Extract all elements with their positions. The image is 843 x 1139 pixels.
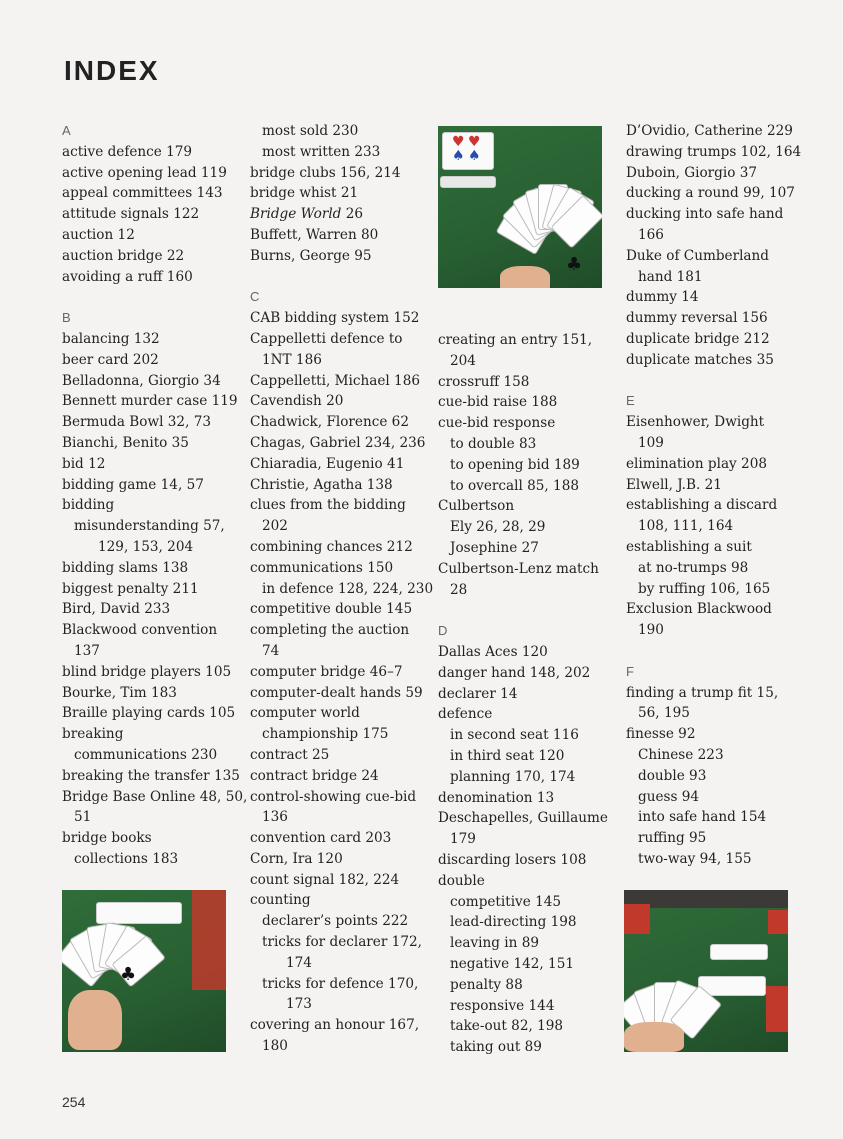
index-entry: cue-bid raise 188 xyxy=(438,394,558,411)
index-subentry: lead-directing 198 xyxy=(450,914,577,931)
index-entry-continuation: 56, 195 xyxy=(638,705,690,722)
index-entry: dummy 14 xyxy=(626,289,699,306)
index-entry: Burns, George 95 xyxy=(250,247,372,264)
index-entry-continuation: 136 xyxy=(262,809,288,826)
index-column-4 xyxy=(626,121,806,870)
index-entry: Exclusion Blackwood xyxy=(626,601,772,618)
index-entry: denomination 13 xyxy=(438,789,555,806)
index-entry-continuation: 173 xyxy=(286,996,312,1013)
index-entry: breaking xyxy=(62,726,124,743)
index-entry: CAB bidding system 152 xyxy=(250,310,420,327)
section-gap xyxy=(438,600,618,621)
index-entry-continuation: 180 xyxy=(262,1038,288,1055)
index-subentry: guess 94 xyxy=(638,788,700,805)
index-subentry: taking out 89 xyxy=(450,1039,542,1056)
index-entry: communications 150 xyxy=(250,559,394,576)
index-entry xyxy=(250,204,430,225)
index-entry: Duboin, Giorgio 37 xyxy=(626,164,758,181)
index-entry: Buffett, Warren 80 xyxy=(250,226,379,243)
index-entry: Bennett murder case 119 xyxy=(62,393,238,410)
index-entry: dummy reversal 156 xyxy=(626,310,768,327)
index-entry: bidding game 14, 57 xyxy=(62,476,204,493)
index-entry: drawing trumps 102, 164 xyxy=(626,143,802,160)
index-entry: computer bridge 46–7 xyxy=(250,663,403,680)
index-entry: Blackwood convention xyxy=(62,622,218,639)
index-entry: computer world xyxy=(250,705,360,722)
index-entry: Christie, Agatha 138 xyxy=(250,476,393,493)
index-section-letter: C xyxy=(250,289,260,305)
index-entry: clues from the bidding xyxy=(250,497,406,514)
index-entry: bidding xyxy=(62,497,115,514)
index-entry: bridge books xyxy=(62,830,152,847)
index-entry: bidding slams 138 xyxy=(62,559,189,576)
index-subentry: most written 233 xyxy=(262,143,381,160)
index-entry: Chiaradia, Eugenio 41 xyxy=(250,455,405,472)
index-entry: Chadwick, Florence 62 xyxy=(250,414,409,431)
index-section-letter: B xyxy=(62,310,71,326)
index-entry-continuation: 1NT 186 xyxy=(262,351,322,368)
index-entry: danger hand 148, 202 xyxy=(438,664,591,681)
index-entry: Bermuda Bowl 32, 73 xyxy=(62,414,212,431)
index-entry: crossruff 158 xyxy=(438,373,530,390)
index-subentry: take-out 82, 198 xyxy=(450,1018,564,1035)
index-entry: Culbertson-Lenz match xyxy=(438,560,599,577)
index-subentry: misunderstanding 57, xyxy=(74,518,225,535)
index-subentry: leaving in 89 xyxy=(450,935,540,952)
index-entry: bridge clubs 156, 214 xyxy=(250,164,401,181)
index-entry: competitive double 145 xyxy=(250,601,413,618)
index-entry: avoiding a ruff 160 xyxy=(62,268,193,285)
index-entry: control-showing cue-bid xyxy=(250,788,417,805)
card-table-photo xyxy=(624,890,788,1052)
index-entry-title: Bridge World xyxy=(250,206,342,223)
index-entry: attitude signals 122 xyxy=(62,206,200,223)
index-entry: ducking a round 99, 107 xyxy=(626,185,795,202)
section-gap xyxy=(62,287,242,308)
index-subentry: Josephine 27 xyxy=(450,539,539,556)
index-section-letter: E xyxy=(626,393,635,409)
index-entry: Elwell, J.B. 21 xyxy=(626,476,722,493)
index-entry: auction 12 xyxy=(62,226,135,243)
index-entry: Cappelletti defence to xyxy=(250,330,403,347)
index-entry: Bird, David 233 xyxy=(62,601,171,618)
index-entry: Bianchi, Benito 35 xyxy=(62,434,189,451)
index-entry-continuation: 204 xyxy=(450,352,476,369)
index-subentry: Ely 26, 28, 29 xyxy=(450,519,546,536)
index-column-1 xyxy=(62,121,248,870)
index-entry: finding a trump fit 15, xyxy=(626,684,779,701)
index-entry: bid 12 xyxy=(62,455,106,472)
index-subentry: communications 230 xyxy=(74,746,218,763)
index-entry: balancing 132 xyxy=(62,330,160,347)
index-subentry: penalty 88 xyxy=(450,976,523,993)
index-entry: creating an entry 151, xyxy=(438,332,593,348)
index-entry-continuation: 28 xyxy=(450,581,468,598)
index-subentry: collections 183 xyxy=(74,850,179,867)
index-entry: Bridge Base Online 48, 50, xyxy=(62,788,248,805)
index-entry: Culbertson xyxy=(438,498,515,515)
index-section-letter: D xyxy=(438,623,448,639)
index-subentry: competitive 145 xyxy=(450,893,562,910)
index-entry: contract 25 xyxy=(250,746,330,763)
index-entry: active opening lead 119 xyxy=(62,164,227,181)
index-entry-continuation: hand 181 xyxy=(638,268,703,285)
index-entry: Deschapelles, Guillaume xyxy=(438,810,608,827)
index-entry: duplicate bridge 212 xyxy=(626,330,770,347)
index-entry: beer card 202 xyxy=(62,351,159,368)
index-subentry: tricks for declarer 172, xyxy=(262,934,422,951)
index-entry: establishing a discard xyxy=(626,497,778,514)
index-entry: Bourke, Tim 183 xyxy=(62,684,177,701)
index-entry-continuation: 137 xyxy=(74,642,100,659)
index-subentry: double 93 xyxy=(638,767,707,784)
index-entry: Dallas Aces 120 xyxy=(438,643,548,660)
index-entry-continuation: 174 xyxy=(286,954,312,971)
index-entry: Cappelletti, Michael 186 xyxy=(250,372,421,389)
index-entry: Duke of Cumberland xyxy=(626,247,769,264)
index-subentry: declarer’s points 222 xyxy=(262,913,409,930)
index-entry-continuation: 74 xyxy=(262,642,280,659)
index-subentry: to double 83 xyxy=(450,435,537,452)
index-entry: Cavendish 20 xyxy=(250,393,344,410)
hand-of-cards-photo-2: ♣ xyxy=(62,890,226,1052)
index-entry: biggest penalty 211 xyxy=(62,580,199,597)
index-entry: establishing a suit xyxy=(626,538,752,555)
index-entry: Eisenhower, Dwight xyxy=(626,414,765,431)
index-subentry: planning 170, 174 xyxy=(450,768,576,785)
index-entry: auction bridge 22 xyxy=(62,247,185,264)
index-subentry: in third seat 120 xyxy=(450,747,565,764)
index-entry: Belladonna, Giorgio 34 xyxy=(62,372,221,389)
index-entry: Corn, Ira 120 xyxy=(250,850,343,867)
index-section-letter: F xyxy=(626,663,634,679)
index-entry-continuation: 51 xyxy=(74,809,92,826)
index-subentry: ruffing 95 xyxy=(638,830,707,847)
index-entry-pages: 26 xyxy=(341,206,364,223)
index-entry-continuation: 166 xyxy=(638,226,664,243)
index-entry: active defence 179 xyxy=(62,143,193,160)
index-subentry: Chinese 223 xyxy=(638,746,724,763)
index-section-letter: A xyxy=(62,123,71,138)
index-entry: finesse 92 xyxy=(626,726,696,743)
index-column-3 xyxy=(438,330,618,1058)
index-entry: completing the auction xyxy=(250,622,410,639)
index-entry-continuation: 179 xyxy=(450,831,476,848)
index-entry-continuation: 129, 153, 204 xyxy=(98,538,194,555)
index-entry-continuation: 202 xyxy=(262,518,288,535)
hand-of-cards-photo-1: ♥ ♥ ♠ ♠ ♣ xyxy=(438,126,602,288)
index-entry: blind bridge players 105 xyxy=(62,663,232,680)
index-entry: bridge whist 21 xyxy=(250,185,359,202)
index-entry: double xyxy=(438,872,485,889)
index-entry: D’Ovidio, Catherine 229 xyxy=(626,123,793,139)
index-entry: convention card 203 xyxy=(250,830,392,847)
index-subentry: by ruffing 106, 165 xyxy=(638,580,771,597)
index-column-2 xyxy=(250,121,434,1057)
index-subentry: in defence 128, 224, 230 xyxy=(262,580,434,597)
section-gap xyxy=(250,267,430,288)
index-entry: discarding losers 108 xyxy=(438,851,587,868)
index-subentry: championship 175 xyxy=(262,726,389,743)
index-entry-continuation: 108, 111, 164 xyxy=(638,518,734,535)
index-subentry: most sold 230 xyxy=(262,123,359,139)
section-gap xyxy=(626,371,806,392)
index-entry: combining chances 212 xyxy=(250,538,413,555)
index-subentry: into safe hand 154 xyxy=(638,809,767,826)
index-entry: duplicate matches 35 xyxy=(626,351,774,368)
index-entry: covering an honour 167, xyxy=(250,1017,420,1034)
index-subentry: to overcall 85, 188 xyxy=(450,477,579,494)
index-entry: elimination play 208 xyxy=(626,455,768,472)
index-entry: cue-bid response xyxy=(438,415,556,432)
index-subentry: two-way 94, 155 xyxy=(638,850,752,867)
index-subentry: tricks for defence 170, xyxy=(262,975,419,992)
index-subentry: in second seat 116 xyxy=(450,727,579,744)
index-entry: defence xyxy=(438,706,493,723)
index-entry: computer-dealt hands 59 xyxy=(250,684,423,701)
index-subentry: at no-trumps 98 xyxy=(638,559,749,576)
index-entry-continuation: 109 xyxy=(638,434,664,451)
index-entry: declarer 14 xyxy=(438,685,518,702)
page-title: INDEX xyxy=(64,55,160,86)
index-entry: contract bridge 24 xyxy=(250,767,379,784)
page-number: 254 xyxy=(62,1094,86,1110)
index-entry: Chagas, Gabriel 234, 236 xyxy=(250,434,426,451)
index-subentry: negative 142, 151 xyxy=(450,955,574,972)
index-entry: ducking into safe hand xyxy=(626,206,784,223)
index-subentry: to opening bid 189 xyxy=(450,456,580,473)
index-entry: count signal 182, 224 xyxy=(250,871,400,888)
index-entry: counting xyxy=(250,892,311,909)
index-entry: breaking the transfer 135 xyxy=(62,767,240,784)
index-entry: appeal committees 143 xyxy=(62,185,223,202)
index-entry: Braille playing cards 105 xyxy=(62,705,236,722)
index-entry-continuation: 190 xyxy=(638,622,664,639)
index-subentry: responsive 144 xyxy=(450,997,555,1014)
section-gap xyxy=(626,641,806,662)
